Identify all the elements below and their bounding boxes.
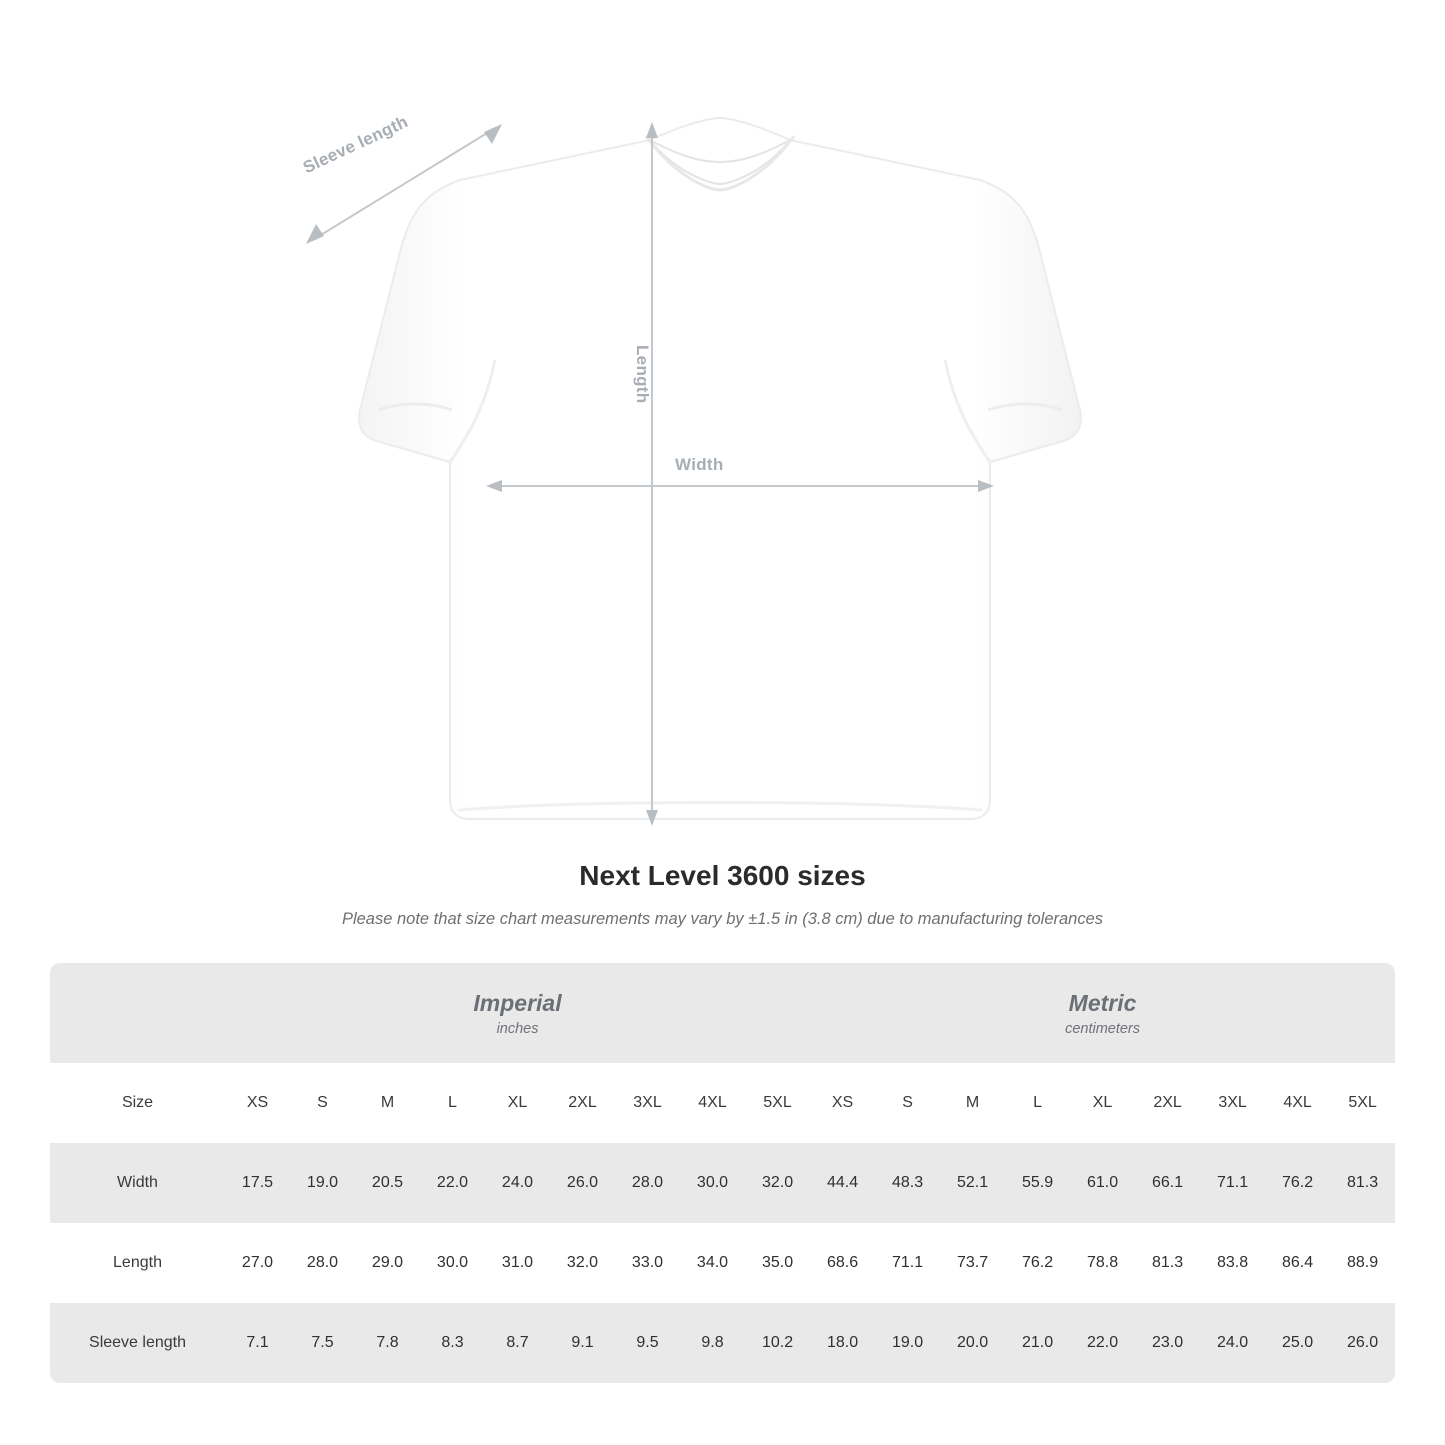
cell-length-imp-0: 27.0 xyxy=(225,1223,290,1303)
table-row-width xyxy=(50,1143,1395,1223)
cell-width-met-1: 48.3 xyxy=(875,1143,940,1223)
sleeve-arrow-end xyxy=(484,124,502,144)
size-header-met-0: XS xyxy=(810,1063,875,1143)
size-header-imp-7: 4XL xyxy=(680,1063,745,1143)
cell-length-imp-2: 29.0 xyxy=(355,1223,420,1303)
table-row-length xyxy=(50,1223,1395,1303)
size-header-imp-1: S xyxy=(290,1063,355,1143)
cell-length-imp-3: 30.0 xyxy=(420,1223,485,1303)
cell-sleeve-imp-6: 9.5 xyxy=(615,1303,680,1383)
tolerance-note: Please note that size chart measurements may vary by ±1.5 in (3.8 cm) due to manufacturing tolerances xyxy=(341,910,1104,928)
cell-sleeve-imp-8: 10.2 xyxy=(745,1303,810,1383)
cell-width-imp-6: 28.0 xyxy=(615,1143,680,1223)
cell-sleeve-met-1: 19.0 xyxy=(875,1303,940,1383)
size-header-met-5: 2XL xyxy=(1135,1063,1200,1143)
cell-width-met-6: 71.1 xyxy=(1200,1143,1265,1223)
cell-length-imp-1: 28.0 xyxy=(290,1223,355,1303)
cell-sleeve-imp-4: 8.7 xyxy=(485,1303,550,1383)
cell-length-met-0: 68.6 xyxy=(810,1223,875,1303)
cell-width-imp-4: 24.0 xyxy=(485,1143,550,1223)
cell-length-imp-8: 35.0 xyxy=(745,1223,810,1303)
cell-sleeve-met-6: 24.0 xyxy=(1200,1303,1265,1383)
cell-sleeve-imp-0: 7.1 xyxy=(225,1303,290,1383)
size-header-met-3: L xyxy=(1005,1063,1070,1143)
size-chart-table-area xyxy=(50,963,1395,1383)
width-label: Width xyxy=(675,455,724,474)
unit-header-corner xyxy=(50,963,225,1063)
size-header-met-6: 3XL xyxy=(1200,1063,1265,1143)
size-header-met-7: 4XL xyxy=(1265,1063,1330,1143)
cell-width-met-0: 44.4 xyxy=(810,1143,875,1223)
cell-length-imp-4: 31.0 xyxy=(485,1223,550,1303)
cell-length-met-2: 73.7 xyxy=(940,1223,1005,1303)
unit-group-metric xyxy=(810,963,1395,1063)
row-label-size: Size xyxy=(50,1063,225,1143)
unit-group-metric-name: Metric xyxy=(1068,989,1137,1016)
size-header-met-1: S xyxy=(875,1063,940,1143)
cell-length-met-5: 81.3 xyxy=(1135,1223,1200,1303)
cell-sleeve-imp-5: 9.1 xyxy=(550,1303,615,1383)
cell-length-met-4: 78.8 xyxy=(1070,1223,1135,1303)
cell-width-met-7: 76.2 xyxy=(1265,1143,1330,1223)
cell-sleeve-imp-3: 8.3 xyxy=(420,1303,485,1383)
size-header-met-4: XL xyxy=(1070,1063,1135,1143)
cell-sleeve-imp-1: 7.5 xyxy=(290,1303,355,1383)
cell-width-met-5: 66.1 xyxy=(1135,1143,1200,1223)
cell-length-imp-5: 32.0 xyxy=(550,1223,615,1303)
cell-length-imp-6: 33.0 xyxy=(615,1223,680,1303)
cell-width-met-8: 81.3 xyxy=(1330,1143,1395,1223)
cell-sleeve-met-0: 18.0 xyxy=(810,1303,875,1383)
size-header-imp-3: L xyxy=(420,1063,485,1143)
cell-sleeve-imp-7: 9.8 xyxy=(680,1303,745,1383)
size-header-imp-6: 3XL xyxy=(615,1063,680,1143)
cell-width-imp-7: 30.0 xyxy=(680,1143,745,1223)
size-header-imp-5: 2XL xyxy=(550,1063,615,1143)
cell-width-imp-3: 22.0 xyxy=(420,1143,485,1223)
cell-width-imp-0: 17.5 xyxy=(225,1143,290,1223)
row-label-sleeve-length: Sleeve length xyxy=(50,1303,225,1383)
cell-sleeve-met-5: 23.0 xyxy=(1135,1303,1200,1383)
cell-sleeve-met-8: 26.0 xyxy=(1330,1303,1395,1383)
size-header-imp-0: XS xyxy=(225,1063,290,1143)
cell-sleeve-imp-2: 7.8 xyxy=(355,1303,420,1383)
cell-length-met-3: 76.2 xyxy=(1005,1223,1070,1303)
size-header-met-2: M xyxy=(940,1063,1005,1143)
cell-sleeve-met-7: 25.0 xyxy=(1265,1303,1330,1383)
cell-sleeve-met-3: 21.0 xyxy=(1005,1303,1070,1383)
row-label-length: Length xyxy=(50,1223,225,1303)
table-row-sleeve-length xyxy=(50,1303,1395,1383)
cell-length-met-8: 88.9 xyxy=(1330,1223,1395,1303)
length-arrow-top xyxy=(646,122,658,138)
cell-width-imp-5: 26.0 xyxy=(550,1143,615,1223)
unit-group-imperial-sub: inches xyxy=(496,1020,539,1037)
sleeve-arrow-start xyxy=(306,224,324,244)
cell-length-met-7: 86.4 xyxy=(1265,1223,1330,1303)
unit-header-row xyxy=(50,963,1395,1063)
size-header-imp-4: XL xyxy=(485,1063,550,1143)
row-label-width: Width xyxy=(50,1143,225,1223)
cell-sleeve-met-4: 22.0 xyxy=(1070,1303,1135,1383)
cell-length-met-1: 71.1 xyxy=(875,1223,940,1303)
cell-length-imp-7: 34.0 xyxy=(680,1223,745,1303)
size-header-row xyxy=(50,1063,1395,1143)
cell-width-met-2: 52.1 xyxy=(940,1143,1005,1223)
length-label: Length xyxy=(633,345,652,404)
cell-width-met-4: 61.0 xyxy=(1070,1143,1135,1223)
size-chart-table xyxy=(50,963,1395,1383)
unit-group-imperial-name: Imperial xyxy=(473,989,562,1016)
size-header-met-8: 5XL xyxy=(1330,1063,1395,1143)
cell-length-met-6: 83.8 xyxy=(1200,1223,1265,1303)
cell-width-met-3: 55.9 xyxy=(1005,1143,1070,1223)
cell-width-imp-8: 32.0 xyxy=(745,1143,810,1223)
unit-group-metric-sub: centimeters xyxy=(1065,1020,1141,1037)
size-header-imp-8: 5XL xyxy=(745,1063,810,1143)
unit-group-imperial xyxy=(225,963,810,1063)
cell-sleeve-met-2: 20.0 xyxy=(940,1303,1005,1383)
sleeve-length-label: Sleeve length xyxy=(300,112,411,178)
cell-width-imp-1: 19.0 xyxy=(290,1143,355,1223)
size-header-imp-2: M xyxy=(355,1063,420,1143)
cell-width-imp-2: 20.5 xyxy=(355,1143,420,1223)
page-title: Next Level 3600 sizes xyxy=(579,860,866,891)
